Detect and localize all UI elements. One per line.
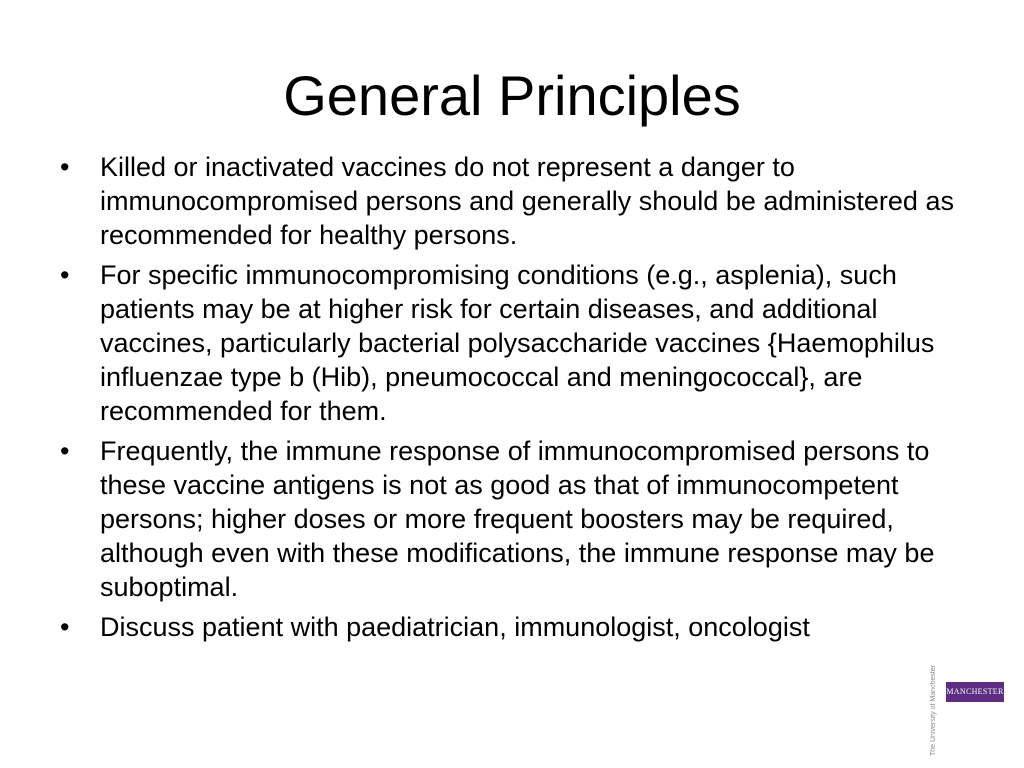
logo-vertical-text: The University of Manchester (930, 664, 937, 756)
bullet-point-icon: • (60, 436, 70, 466)
bullet-text: For specific immunocompromising conditions (e.g., asplenia), such patients may be at higher risk for certain diseases, and additional vaccines, particularly bacterial polysaccharide vaccines {Haemophilus influenzae type b (Hib), pneumococcal and meningococcal}, are recommended for them. (100, 260, 935, 426)
logo-badge: MANCHESTER 1824 (946, 682, 1004, 702)
bullet-point-icon: • (60, 260, 70, 290)
bullet-text: Killed or inactivated vaccines do not represent a danger to immunocompromised persons and generally should be administered as recommended for healthy persons. (100, 152, 954, 250)
university-logo (930, 664, 1010, 756)
bullet-item (60, 150, 970, 252)
bullet-point-icon: • (60, 612, 70, 642)
bullet-text: Discuss patient with paediatrician, immunologist, oncologist (100, 612, 810, 642)
bullet-text: Frequently, the immune response of immunocompromised persons to these vaccine antigens is not as good as that of immunocompetent persons; higher doses or more frequent boosters may be required, although even with these modifications, the immune response may be suboptimal. (100, 436, 935, 602)
bullet-point-icon: • (60, 152, 70, 182)
bullet-item (60, 610, 970, 644)
slide-title: General Principles (283, 64, 741, 127)
bullet-list (60, 150, 970, 650)
bullet-item (60, 434, 970, 604)
bullet-item (60, 258, 970, 428)
